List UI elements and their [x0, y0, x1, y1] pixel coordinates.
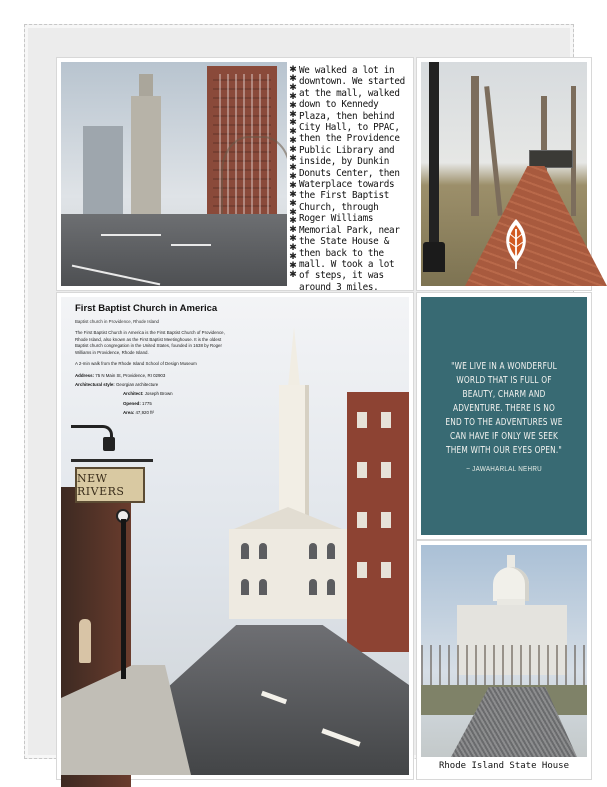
church-title: First Baptist Church in America: [75, 303, 218, 314]
brick-building: [347, 392, 409, 652]
church-style-row: Architectural style: Georgian architecture: [75, 382, 159, 388]
quote-card-tile: [417, 293, 591, 539]
capitol-dome: [493, 567, 529, 601]
church-photo: [61, 297, 409, 775]
church-opened-row: Opened: 1775: [123, 400, 152, 406]
downtown-photo-tile: [57, 58, 413, 293]
church-photo-tile: [57, 293, 413, 779]
lamp-post: [429, 62, 439, 262]
new-rivers-sign: NEW RIVERS: [75, 467, 145, 503]
church-info-panel: [75, 303, 225, 419]
story-caption: [287, 62, 409, 293]
quote-card: [421, 297, 587, 535]
state-house-caption: Rhode Island State House: [421, 757, 587, 775]
church-subtitle: Baptist church in Providence, Rhode Island: [75, 319, 159, 324]
scrapbook-page: [24, 24, 574, 771]
state-house-photo-tile: [417, 541, 591, 779]
park-path-photo-tile: [417, 58, 591, 290]
state-house-photo: [421, 545, 587, 775]
lamp-post: [121, 519, 126, 679]
quote-author: ~ JAWAHARLAL NEHRU: [466, 465, 542, 473]
quote-text: "WE LIVE IN A WONDERFUL WORLD THAT IS FULL OF BEAUTY, CHARM AND ADVENTURE. THERE IS NO END TO THE ADVENTURES WE CAN HAVE IF ONLY WE SEEK THEM WITH OUR EYES OPEN.": [445, 360, 563, 456]
star-border: ✱ ✱ ✱ ✱ ✱ ✱ ✱ ✱ ✱ ✱ ✱ ✱ ✱ ✱ ✱ ✱ ✱ ✱ ✱ ✱ ✱ ✱ ✱ ✱: [289, 65, 297, 280]
story-text: We walked a lot in downtown. We started at the mall, walked down to Kennedy Plaza, then behind City Hall, to PPAC, then the Providence Public Library and inside, by Dunkin Donuts Center, then Waterplace towards the First Baptist Church, through Roger Williams Memorial Park, near the State House & then back to the mall. W took a lot of steps, it was around 3 miles.: [299, 65, 405, 293]
pedestrian: [79, 619, 91, 663]
church-walk-note: A 2-min walk from the Rhode Island School of Design Museum: [75, 361, 197, 367]
leaf-icon: [501, 217, 531, 271]
church-architect-row: Architect: Joseph Brown: [123, 391, 173, 397]
church-area-row: Area: 47,920 ft²: [123, 409, 155, 415]
downtown-photo: [61, 62, 409, 293]
church-building: [229, 529, 347, 619]
church-description: The First Baptist Church in America is the First Baptist Church of Providence, Rhode Island, also known as the First Baptist Meetinghouse. It is the oldest Baptist church congregation in the United States, founded in 1638 by Roger Williams in Providence, Rhode Island.: [75, 330, 225, 355]
church-address-row: Address: 75 N Main St, Providence, RI 02903: [75, 372, 166, 378]
park-path-photo: [421, 62, 587, 286]
